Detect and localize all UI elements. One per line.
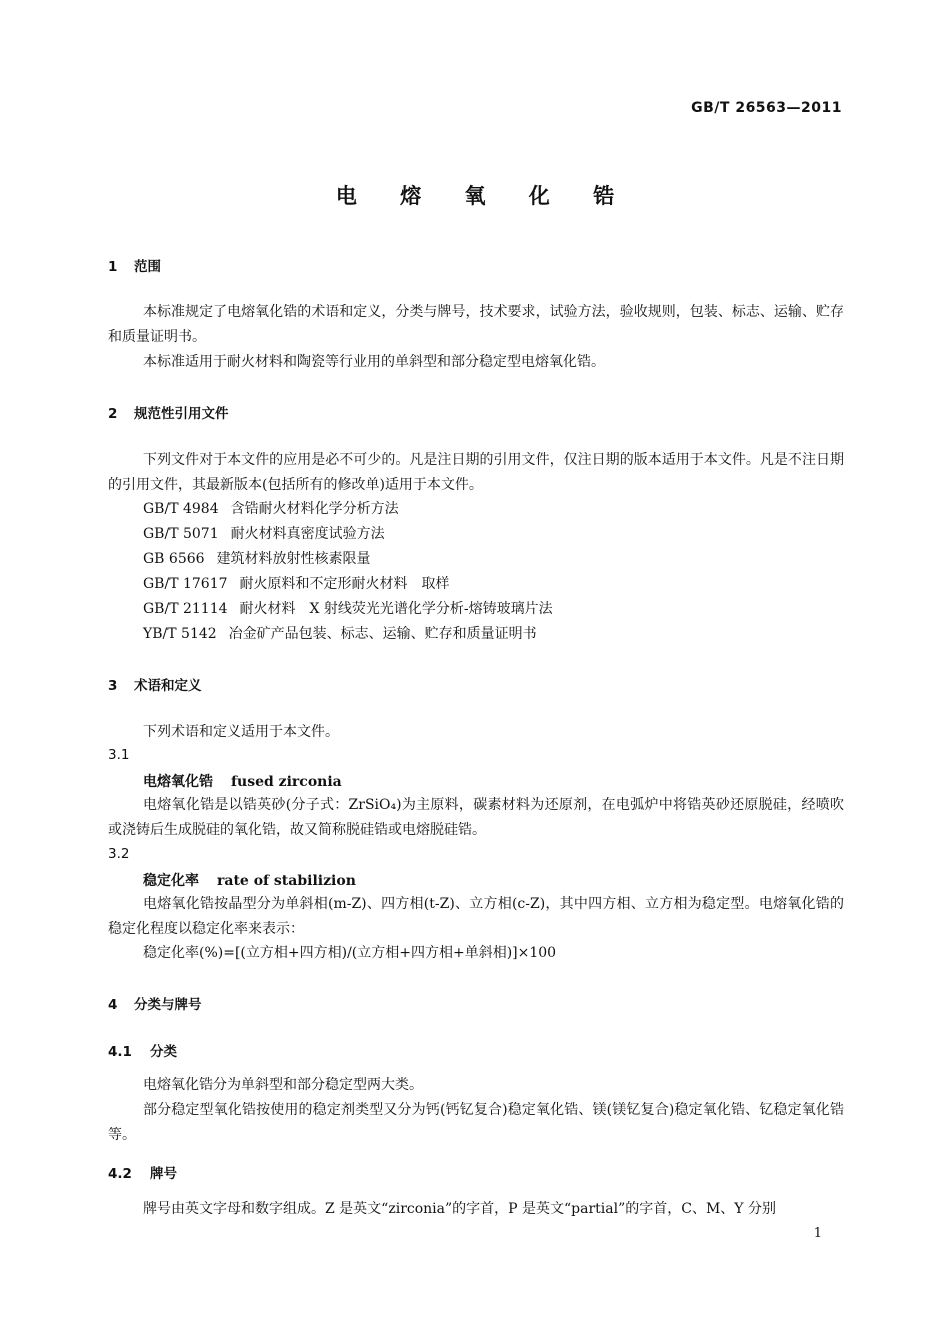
section-2-heading	[108, 402, 229, 422]
formula: 稳定化率(%)=[(立方相+四方相)/(立方相+四方相+单斜相)]×100	[143, 945, 557, 961]
section-number: 1	[108, 259, 118, 275]
section-number: 2	[108, 406, 118, 422]
section-1-heading	[108, 255, 161, 275]
reference-code: GB 6566	[143, 551, 205, 567]
paragraph: 下列文件对于本文件的应用是必不可少的。凡是注日期的引用文件，仅注日期的版本适用于本文件。凡是不注日期的引用文件，其最新版本(包括所有的修改单)适用于本文件。	[108, 452, 844, 493]
section-title: 术语和定义	[134, 678, 202, 694]
term-definition: 电熔氧化锆按晶型分为单斜相(m-Z)、四方相(t-Z)、立方相(c-Z)，其中四方相、立方相为稳定型。电熔氧化锆的稳定化程度以稳定化率来表示：	[108, 896, 844, 937]
reference-title: 耐火材料 X 射线荧光光谱化学分析-熔铸玻璃片法	[239, 601, 553, 617]
paragraph: 下列术语和定义适用于本文件。	[143, 724, 339, 740]
standard-number: GB/T 26563—2011	[691, 100, 842, 116]
normative-reference	[143, 547, 371, 572]
section-title: 分类与牌号	[134, 997, 202, 1013]
paragraph: 本标准规定了电熔氧化锆的术语和定义，分类与牌号，技术要求，试验方法，验收规则，包装、标志、运输、贮存和质量证明书。	[108, 304, 844, 345]
paragraph: 牌号由英文字母和数字组成。Z 是英文“zirconia”的字首，P 是英文“partial”的字首，C、M、Y 分别	[143, 1201, 776, 1217]
reference-title: 耐火材料真密度试验方法	[230, 526, 385, 542]
paragraph: 本标准适用于耐火材料和陶瓷等行业用的单斜型和部分稳定型电熔氧化锆。	[143, 354, 605, 370]
normative-reference	[143, 597, 553, 622]
reference-code: GB/T 5071	[143, 526, 219, 542]
subsection-4-1-heading	[108, 1040, 177, 1060]
section-4-heading	[108, 993, 202, 1013]
section-3-heading	[108, 674, 202, 694]
reference-code: GB/T 17617	[143, 576, 228, 592]
normative-reference	[143, 497, 399, 522]
subsection-title: 分类	[150, 1044, 177, 1060]
section-title: 范围	[134, 259, 161, 275]
subsection-number: 4.1	[108, 1044, 132, 1060]
normative-reference	[143, 572, 450, 597]
reference-code: GB/T 21114	[143, 601, 228, 617]
subsection-title: 牌号	[150, 1166, 177, 1182]
term-entry	[143, 771, 342, 791]
term-chinese: 稳定化率	[143, 873, 199, 889]
page-number: 1	[813, 1226, 822, 1241]
term-definition: 电熔氧化锆是以锆英砂(分子式：ZrSiO₄)为主原料，碳素材料为还原剂，在电弧炉中将锆英砂还原脱硅，经喷吹或浇铸后生成脱硅的氧化锆，故又简称脱硅锆或电熔脱硅锆。	[108, 797, 844, 838]
reference-code: GB/T 4984	[143, 501, 219, 517]
paragraph: 部分稳定型氧化锆按使用的稳定剂类型又分为钙(钙钇复合)稳定氧化锆、镁(镁钇复合)稳定氧化锆、钇稳定氧化锆等。	[108, 1102, 844, 1143]
normative-reference	[143, 622, 537, 647]
reference-title: 冶金矿产品包装、标志、运输、贮存和质量证明书	[228, 626, 537, 642]
normative-reference	[143, 522, 385, 547]
section-number: 3	[108, 678, 118, 694]
section-title: 规范性引用文件	[134, 406, 229, 422]
reference-code: YB/T 5142	[143, 626, 217, 642]
term-entry	[143, 870, 356, 890]
term-chinese: 电熔氧化锆	[143, 774, 213, 790]
term-english: fused zirconia	[231, 774, 342, 790]
subsection-number: 4.2	[108, 1166, 132, 1182]
reference-title: 建筑材料放射性核素限量	[216, 551, 371, 567]
clause-number: 3.2	[108, 846, 130, 862]
paragraph: 电熔氧化锆分为单斜型和部分稳定型两大类。	[143, 1077, 423, 1093]
document-title: 电 熔 氧 化 锆	[335, 184, 633, 208]
section-number: 4	[108, 997, 118, 1013]
reference-title: 耐火原料和不定形耐火材料 取样	[239, 576, 450, 592]
clause-number: 3.1	[108, 747, 130, 763]
term-english: rate of stabilizion	[217, 873, 356, 889]
subsection-4-2-heading	[108, 1162, 177, 1182]
reference-title: 含锆耐火材料化学分析方法	[230, 501, 399, 517]
